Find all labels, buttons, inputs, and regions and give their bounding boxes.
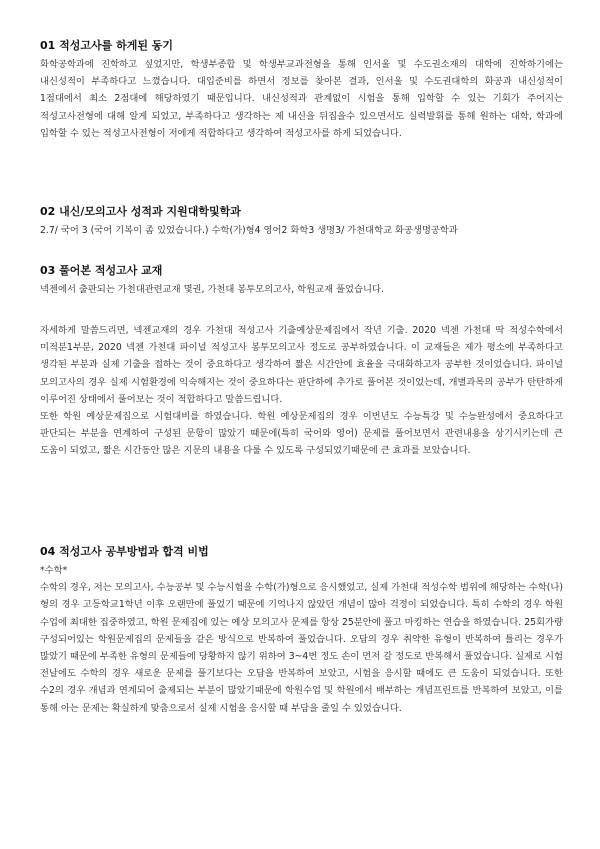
- section-paragraph: 넥젠에서 출판되는 가천대관련교재 몇권, 가천대 봉투모의고사, 학원교재 풀었습니다.: [40, 284, 384, 295]
- section-textbooks: [40, 263, 563, 298]
- section-paragraph: 자세하게 말씀드리면, 넥젠교재의 경우 가천대 적성고사 기출예상문제집에서 작년 기출. 2020 넥젠 가천대 딱 적성수학에서 미적분1부분, 2020 넥젠 가천대 파이널 적성고사 봉투모의고사 정도로 공부하였습니다. 이 교재들은 제가 평소에 부족하다고 생각된 부분과 실제 기출을 접하는 것이 중요하다고 생각하여 짧은 시간안에 효율을 극대화하고자 공부한 것이었습니다. 파이널 모의고사의 경우 실제 시험환경에 익숙해지는 것이 중요하다는 판단하에 추가로 풀어본 것이었는데, 개별과목의 공부가 탄탄하게 이루어진 상태에서 풀어보는 것이 적합하다고 말씀드립니다.: [40, 325, 563, 405]
- section-grades: [40, 204, 563, 239]
- section-study-method: [40, 544, 563, 717]
- section-heading: 02 내신/모의고사 성적과 지원대학및학과: [40, 205, 241, 218]
- section-paragraph: 또한 학원 예상문제집으로 시험대비를 하였습니다. 학원 예상문제집의 경우 이번년도 수능특강 및 수능완성에서 중요하다고 판단되는 부분을 연계하여 구성된 문항이 많았기 때문에(특히 국어와 영어) 문제를 풀어보면서 관련내용을 상기시키는데 큰 도움이 되었고, 짧은 시간동안 많은 지문의 내용을 다룰 수 있도록 구성되었기때문에 큰 효과를 보았습니다.: [40, 411, 563, 457]
- section-paragraph: 화학공학과에 진학하고 싶었지만, 학생부종합 및 학생부교과전형을 통해 인서울 및 수도권소재의 대학에 진학하기에는 내신성적이 부족하다고 느꼈습니다. 대입준비를 하면서 정보를 찾아본 결과, 인서울 및 수도권대학의 화공과 내신성적이 1점대에서 최소 2점대에 해당하였기 때문입니다. 내신성적과 관계없이 시험을 통해 입학할 수 있는 기회가 주어지는 적성고사전형에 대해 알게 되었고, 부족하다고 생각하는 제 내신을 뒤집을수 있으면서도 실력발휘를 통해 원하는 대학, 학과에 입학할 수 있는 적성고사전형이 저에게 적합하다고 생각하여 적성고사를 하게 되었습니다.: [40, 59, 563, 139]
- section-heading: 01 적성고사를 하게된 동기: [40, 39, 174, 52]
- section-motivation: [40, 38, 563, 142]
- section-paragraph: 수학의 경우, 저는 모의고사, 수능공부 및 수능시험을 수학(가)형으로 응시했었고, 실제 가천대 적성수학 범위에 해당하는 수학(나)형의 경우 고등학교1학년 이후 오랜만에 풀었기 때문에 기억나지 않았던 개념이 많아 걱정이 되었습니다. 특히 수학의 경우 학원 수업에 최대한 집중하였고, 학원 문제집에 있는 예상 모의고사 문제를 항상 25분안에 풀고 마킹하는 연습을 하였습니다. 25회가량 구성되어있는 학원문제집의 문제들을 같은 방식으로 반복하여 풀었습니다. 오답의 경우 취약한 유형이 반복하여 틀리는 경우가 많았기 때문에 부족한 유형의 문제들에 당황하지 않기 위하여 3~4번 정도 손이 먼저 갈 정도로 반복해서 풀었습니다. 실제로 시험 전날에도 수학의 경우 새로운 문제를 풀기보다는 오답을 반복하여 보았고, 시험을 응시할 때에도 큰 도움이 되었습니다. 또한 수2의 경우 개념과 연계되어 출제되는 부분이 많았기때문에 학원수업 및 학원에서 배부하는 개념프린트를 반복하여 보았고, 이를 통해 아는 문제는 확실하게 맞춤으로서 실제 시험을 응시할 때 부담을 줄일 수 있었습니다.: [40, 582, 563, 714]
- section-textbooks-detail: [40, 322, 563, 460]
- section-paragraph: 2.7/ 국어 3 (국어 기복이 좀 있었습니다.) 수학(가)형4 영어2 화학3 생명3/ 가천대학교 화공생명공학과: [40, 225, 458, 236]
- section-heading: 03 풀어본 적성고사 교재: [40, 264, 163, 277]
- section-heading: 04 적성고사 공부방법과 합격 비법: [40, 545, 209, 558]
- subsection-label: *수학*: [40, 565, 68, 576]
